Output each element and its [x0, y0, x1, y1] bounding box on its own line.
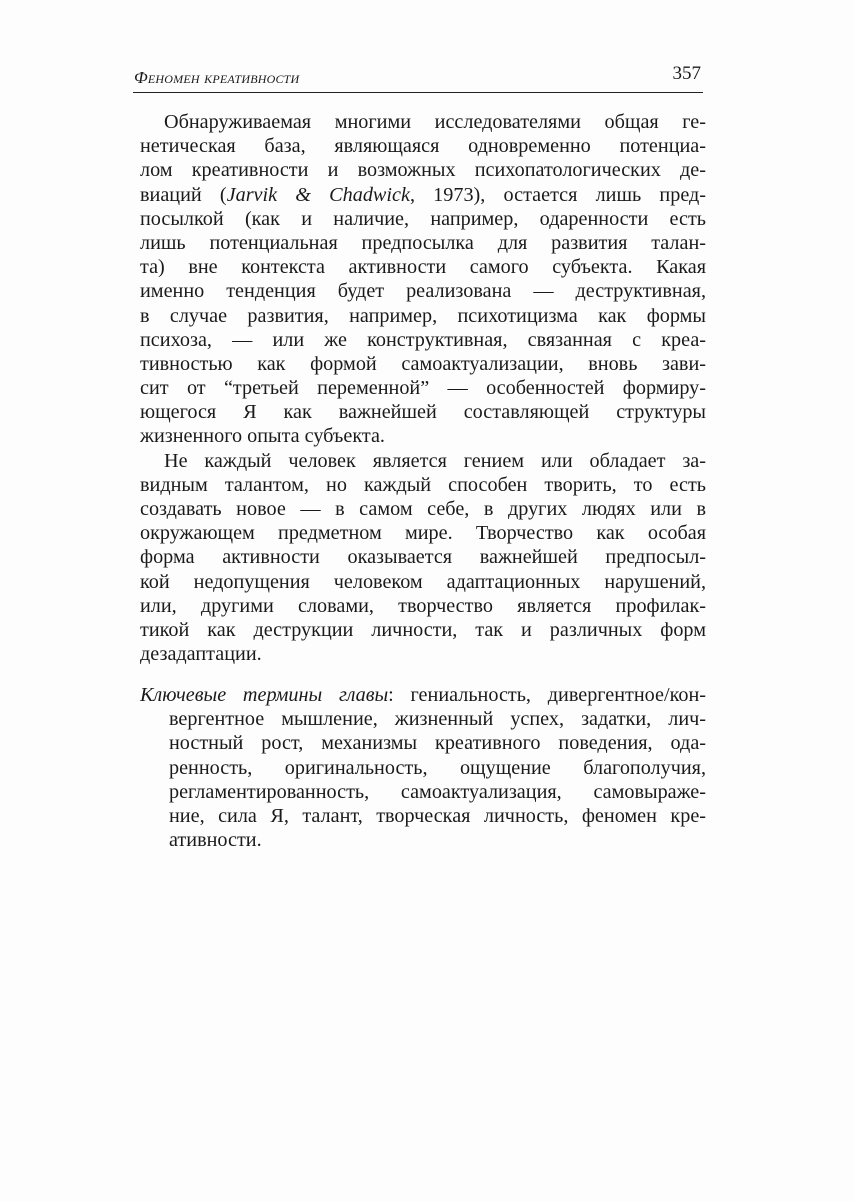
- text-line: лом креативности и возможных психопатологических де-: [140, 159, 706, 182]
- key-terms-line: ативности.: [169, 829, 262, 852]
- key-terms-line: ностный рост, механизмы креативного поведения, ода-: [169, 732, 706, 755]
- text-line: лишь потенциальная предпосылка для развития талан-: [140, 231, 706, 254]
- key-terms: [140, 683, 706, 852]
- text-line: та) вне контекста активности самого субъекта. Какая: [140, 256, 706, 279]
- text-line: именно тенденция будет реализована — деструктивная,: [140, 280, 706, 303]
- running-title: [134, 68, 299, 88]
- running-title-initial: Ф: [134, 68, 148, 87]
- text-line: видным талантом, но каждый способен творить, то есть: [140, 473, 706, 496]
- key-terms-label: Ключевые термины главы: [140, 684, 389, 706]
- citation-open: виаций (: [140, 183, 227, 206]
- text-line: психоза, — или же конструктивная, связанная с креа-: [140, 328, 706, 351]
- text-line: кой недопущения человеком адаптационных нарушений,: [140, 570, 706, 593]
- key-terms-line: ренность, оригинальность, ощущение благополучия,: [169, 756, 706, 779]
- text-line: дезадаптации.: [140, 643, 262, 666]
- text-line: сит от “третьей переменной” — особенностей формиру-: [140, 377, 706, 400]
- key-terms-line: ние, сила Я, талант, творческая личность, феномен кре-: [169, 804, 706, 827]
- key-terms-line: вергентное мышление, жизненный успех, задатки, лич-: [169, 708, 706, 731]
- main-text: [140, 110, 706, 666]
- text-line: окружающем предметном мире. Творчество как особая: [140, 522, 706, 545]
- text-line: жизненного опыта субъекта.: [140, 425, 385, 448]
- running-header: [133, 62, 703, 93]
- key-terms-line: регламентированность, самоактуализация, самовыраже-: [169, 780, 706, 803]
- text-line: в случае развития, например, психотицизма как формы: [140, 304, 706, 327]
- text-line: создавать новое — в самом себе, в других людях или в: [140, 498, 706, 520]
- running-title-rest: еномен креативности: [147, 68, 300, 87]
- page-number: 357: [672, 63, 701, 84]
- text-line-citation: [140, 183, 706, 207]
- citation-tail: , 1973), остается лишь пред-: [409, 183, 707, 206]
- text-line: Не каждый человек является гением или обладает за-: [164, 449, 706, 472]
- text-line: или, другими словами, творчество является профилак-: [140, 594, 706, 617]
- text-line: ющегося Я как важнейшей составляющей структуры: [140, 401, 706, 424]
- key-terms-first-line: [140, 683, 706, 707]
- key-terms-first-rest: : гениальность, дивергентное/кон-: [388, 684, 706, 706]
- text-line: Обнаруживаемая многими исследователями общая ге-: [164, 111, 706, 133]
- text-line: тикой как деструкции личности, так и различных форм: [140, 618, 706, 641]
- text-line: посылкой (как и наличие, например, одаренности есть: [140, 207, 706, 230]
- text-line: нетическая база, являющаяся одновременно потенциа-: [140, 135, 706, 158]
- text-line: форма активности оказывается важнейшей предпосыл-: [140, 546, 706, 569]
- text-line: тивностью как формой самоактуализации, вновь зави-: [140, 352, 706, 375]
- citation-authors: Jarvik & Chadwick: [226, 183, 410, 206]
